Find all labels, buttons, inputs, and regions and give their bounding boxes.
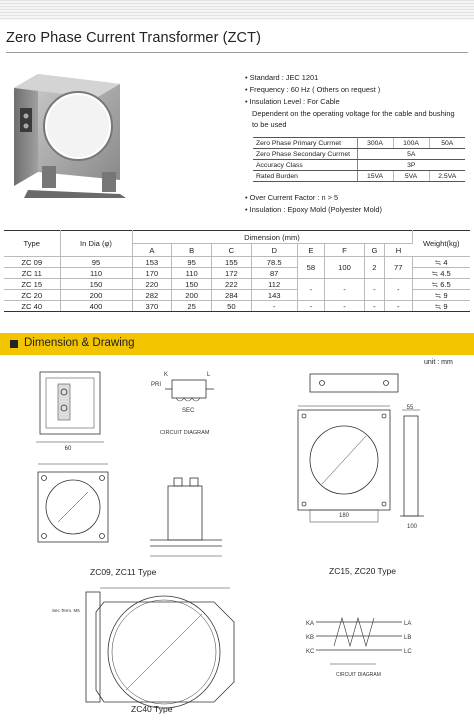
rating-value: 50A — [429, 138, 465, 149]
rating-label: Rated Burden — [253, 171, 357, 182]
zc15-top-view — [310, 374, 398, 392]
section-title: Dimension & Drawing — [24, 337, 135, 349]
cell-d: 143 — [251, 290, 297, 301]
col-h: H — [384, 244, 412, 257]
spec-insulation-note — [245, 108, 470, 130]
label-lc: LC — [404, 649, 412, 655]
cell-e: - — [297, 301, 324, 312]
caption-zc09-zc11: ZC09, ZC11 Type — [90, 567, 157, 577]
table-row — [4, 279, 470, 290]
cell-type: ZC 20 — [4, 290, 60, 301]
table-row — [4, 257, 470, 268]
section-header — [0, 333, 474, 355]
section-bullet-icon — [10, 340, 18, 348]
spec-list — [245, 72, 470, 130]
rating-value: 15VA — [357, 171, 393, 182]
cell-weight: ≒ 9 — [412, 301, 470, 312]
circuit-diagram-small — [165, 380, 214, 401]
rating-label: Zero Phase Primary Currnet — [253, 138, 357, 149]
col-a: A — [132, 244, 172, 257]
cell-weight: ≒ 6.5 — [412, 279, 470, 290]
dim-100-label: 100 — [406, 524, 418, 530]
zc09-front-view — [36, 372, 104, 442]
cell-c: 222 — [212, 279, 252, 290]
caption-zc40: ZC40 Type — [131, 704, 173, 714]
dim-60-label: 60 — [64, 446, 72, 452]
table-row — [4, 301, 470, 312]
technical-drawings — [0, 366, 474, 720]
col-dimension: Dimension (mm) — [132, 231, 412, 244]
cell-e: 58 — [297, 257, 324, 279]
spec-standard: • Standard : JEC 1201 — [245, 73, 319, 82]
cell-e: - — [297, 279, 324, 301]
cell-h: 77 — [384, 257, 412, 279]
cell-f: 100 — [325, 257, 365, 279]
dim-180-label: 180 — [338, 513, 350, 519]
cell-dia: 400 — [60, 301, 132, 312]
cell-d: 87 — [251, 268, 297, 279]
spec-insulation-level: • Insulation Level : For Cable — [245, 97, 340, 106]
cell-a: 220 — [132, 279, 172, 290]
spec-note-line-2: to be used — [252, 120, 287, 129]
col-type: Type — [4, 231, 60, 257]
cell-d: 112 — [251, 279, 297, 290]
col-in-dia: In Dia (φ) — [60, 231, 132, 257]
label-k: K — [164, 372, 169, 378]
cell-b: 200 — [172, 290, 212, 301]
zc09-round-view — [38, 464, 108, 542]
cell-type: ZC 15 — [4, 279, 60, 290]
rating-value: 100A — [393, 138, 429, 149]
rating-value: 5VA — [393, 171, 429, 182]
rating-row — [253, 138, 465, 149]
circuit-diagram-3phase — [316, 618, 402, 664]
label-sec: SEC — [182, 408, 195, 414]
cell-c: 172 — [212, 268, 252, 279]
cell-a: 153 — [132, 257, 172, 268]
col-weight: Weight(kg) — [412, 231, 470, 257]
rating-value: 300A — [357, 138, 393, 149]
cell-a: 370 — [132, 301, 172, 312]
label-pri: PRI — [151, 382, 162, 388]
label-l: L — [207, 372, 211, 378]
title-divider — [6, 52, 468, 53]
sec-term-label: Sec.Term. M5 — [52, 608, 80, 613]
label-kb: KB — [306, 635, 315, 641]
cell-b: 95 — [172, 257, 212, 268]
cell-a: 170 — [132, 268, 172, 279]
page-title: Zero Phase Current Transformer (ZCT) — [6, 30, 261, 46]
label-kc: KC — [306, 649, 315, 655]
cell-b: 25 — [172, 301, 212, 312]
cell-a: 282 — [132, 290, 172, 301]
unit-label: unit : mm — [424, 359, 453, 366]
cell-h: - — [384, 279, 412, 301]
col-c: C — [212, 244, 252, 257]
zc40-view — [86, 588, 234, 708]
cell-type: ZC 09 — [4, 257, 60, 268]
cell-h: - — [384, 301, 412, 312]
col-e: E — [297, 244, 324, 257]
rating-row — [253, 171, 465, 182]
rating-row — [253, 160, 465, 171]
col-d: D — [251, 244, 297, 257]
col-g: G — [364, 244, 384, 257]
circuit-diagram-label-2: CIRCUIT DIAGRAM — [336, 672, 381, 678]
cell-dia: 150 — [60, 279, 132, 290]
spec-list-2 — [245, 192, 382, 216]
cell-c: 50 — [212, 301, 252, 312]
cell-g: - — [364, 301, 384, 312]
cell-d: 78.5 — [251, 257, 297, 268]
cell-weight: ≒ 4.5 — [412, 268, 470, 279]
rating-value: 2.5VA — [429, 171, 465, 182]
cell-c: 155 — [212, 257, 252, 268]
rating-value: 5A — [357, 149, 465, 160]
label-la: LA — [404, 621, 412, 627]
dimension-table — [4, 230, 470, 312]
spec-insulation: • Insulation : Epoxy Mold (Polyester Mold) — [245, 205, 382, 214]
cell-dia: 95 — [60, 257, 132, 268]
cell-f: - — [325, 279, 365, 301]
rating-label: Zero Phase Secondary Currnet — [253, 149, 357, 160]
cell-f: - — [325, 301, 365, 312]
cell-weight: ≒ 4 — [412, 257, 470, 268]
col-f: F — [325, 244, 365, 257]
cell-dia: 200 — [60, 290, 132, 301]
cell-type: ZC 40 — [4, 301, 60, 312]
circuit-diagram-label: CIRCUIT DIAGRAM — [160, 430, 210, 436]
rating-row — [253, 149, 465, 160]
cell-g: 2 — [364, 257, 384, 279]
dim-55-label: 55 — [406, 405, 414, 411]
col-b: B — [172, 244, 212, 257]
zc15-side-view — [400, 410, 424, 516]
spec-frequency: • Frequency : 60 Hz ( Others on request ) — [245, 85, 381, 94]
rating-label: Accuracy Class — [253, 160, 357, 171]
zc15-front-view — [298, 406, 390, 522]
cell-dia: 110 — [60, 268, 132, 279]
zc09-side-view — [150, 478, 222, 556]
label-lb: LB — [404, 635, 412, 641]
cell-d: - — [251, 301, 297, 312]
spec-note-line-1: Dependent on the operating voltage for the cable and bushing — [252, 109, 455, 118]
cell-g: - — [364, 279, 384, 301]
cell-c: 284 — [212, 290, 252, 301]
rating-value: 3P — [357, 160, 465, 171]
cell-b: 150 — [172, 279, 212, 290]
label-ka: KA — [306, 621, 315, 627]
cell-type: ZC 11 — [4, 268, 60, 279]
rating-table — [253, 137, 465, 182]
cell-weight: ≒ 9 — [412, 290, 470, 301]
cell-b: 110 — [172, 268, 212, 279]
spec-over-current: • Over Current Factor : n > 5 — [245, 193, 339, 202]
header-stripes — [0, 0, 474, 20]
product-photo — [8, 68, 130, 200]
caption-zc15-zc20: ZC15, ZC20 Type — [329, 566, 396, 576]
